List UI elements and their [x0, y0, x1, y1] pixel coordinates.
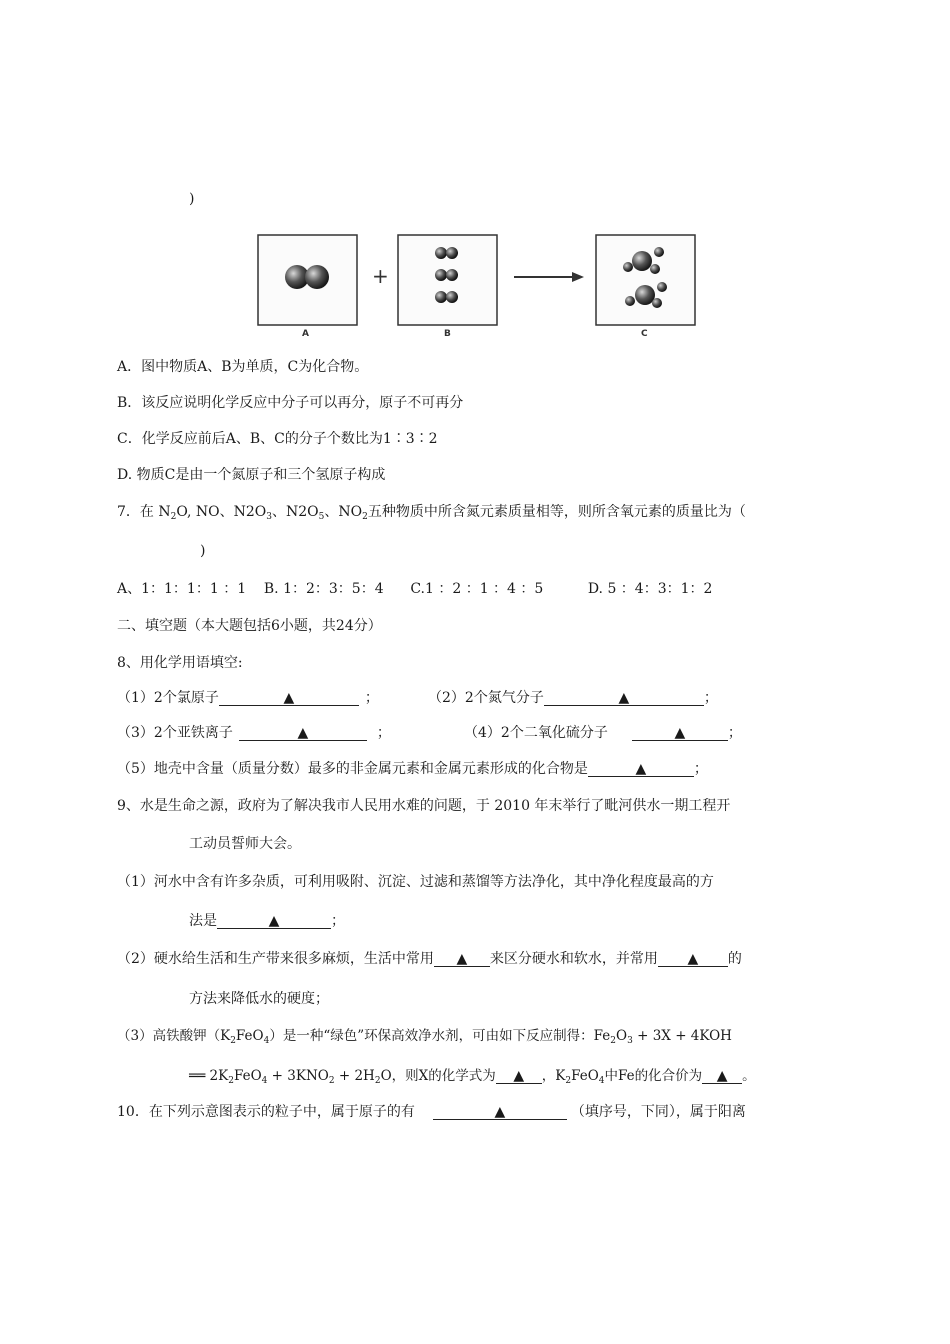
- q9-part2-line2: 方法来降低水的硬度；: [189, 991, 329, 1007]
- figure-label-c: C: [641, 329, 648, 339]
- plus-sign: +: [372, 264, 389, 288]
- q6-option-c: C．化学反应前后A、B、C的分子个数比为1∶3∶2: [117, 431, 438, 447]
- q9-part2-line1: （2）硬水给生活和生产带来很多麻烦，生活中常用 ▲ 来区分硬水和软水，并常用 ▲ 的: [117, 951, 742, 967]
- section-2-heading: 二、填空题（本大题包括6小题，共24分）: [117, 618, 382, 634]
- molecule-b3-atom2: [446, 291, 458, 303]
- q6-option-d: D. 物质C是由一个氮原子和三个氢原子构成: [117, 467, 386, 483]
- answer-blank[interactable]: ▲: [544, 689, 704, 706]
- molecule-b1-atom2: [446, 247, 458, 259]
- molecule-b2-atom1: [435, 269, 447, 281]
- reaction-diagram-svg: [252, 225, 704, 343]
- answer-blank[interactable]: ▲: [702, 1067, 742, 1084]
- answer-blank[interactable]: ▲: [433, 1103, 567, 1120]
- box-b: [398, 235, 497, 325]
- q9-stem-line1: 9、水是生命之源，政府为了解决我市人民用水难的问题，于 2010 年末举行了毗河供水一期工程开: [117, 798, 731, 814]
- q8-part5: （5）地壳中含量（质量分数）最多的非金属元素和金属元素形成的化合物是 ▲ ；: [117, 761, 708, 777]
- arrow-head: [572, 272, 584, 282]
- answer-blank[interactable]: ▲: [496, 1067, 542, 1084]
- molecule-b3-atom1: [435, 291, 447, 303]
- reaction-diagram: [252, 225, 704, 343]
- q9-part1-line1: （1）河水中含有许多杂质，可利用吸附、沉淀、过滤和蒸馏等方法净化，其中净化程度最高的方: [117, 874, 714, 890]
- molecule-b1-atom1: [435, 247, 447, 259]
- q8-part2: （2）2个氮气分子 ▲ ；: [428, 690, 718, 706]
- answer-blank[interactable]: ▲: [658, 950, 728, 967]
- question-close-paren: ): [189, 191, 195, 207]
- answer-blank[interactable]: ▲: [434, 950, 490, 967]
- q8-part4: （4）2个二氧化硫分子 ▲ ；: [464, 725, 742, 741]
- answer-blank[interactable]: ▲: [217, 912, 331, 929]
- q6-option-a: A．图中物质A、B为单质，C为化合物。: [117, 359, 369, 375]
- q7-close-paren: ): [200, 543, 206, 559]
- q9-part3-line1: （3）高铁酸钾$(K_2FeO_4)$是一种“绿色”环保高效净水剂，可由如下反应制得：$Fe_2O_3 + 3X + 4KOH$: [117, 1028, 732, 1046]
- answer-blank[interactable]: ▲: [588, 760, 694, 777]
- molecule-a-atom2: [305, 265, 329, 289]
- q9-part1-line2: 法是 ▲ ；: [189, 913, 345, 929]
- q7-options: A、1：1：1：1 ：1 B. 1：2：3：5：4 C.1 ：2 ：1 ：4 ：5 D. 5 ：4：3：1：2: [117, 581, 713, 597]
- q6-option-b: B．该反应说明化学反应中分子可以再分，原子不可再分: [117, 395, 464, 411]
- q7-stem: 7．在 $N_2O$, NO、$N2O_3$、$N2O_5$、$NO_2$五种物质中所含氮元素质量相等，则所含氧元素的质量比为（: [117, 504, 746, 522]
- q8-part1: （1）2个氯原子 ▲ ；: [117, 690, 379, 706]
- q8-stem: 8、用化学用语填空:: [117, 655, 243, 671]
- box-c: [596, 235, 695, 325]
- q9-stem-line2: 工动员誓师大会。: [189, 836, 301, 852]
- answer-blank[interactable]: ▲: [219, 689, 359, 706]
- figure-label-a: A: [302, 329, 309, 339]
- molecule-b2-atom2: [446, 269, 458, 281]
- q9-part3-line2: ══ $2K_2FeO_4 + 3KNO_2 + 2H_2O$，则X的化学式为 ▲ ，$K_2FeO_4$中Fe的化合价为 ▲ 。: [189, 1068, 756, 1086]
- figure-label-b: B: [444, 329, 451, 339]
- answer-blank[interactable]: ▲: [239, 724, 367, 741]
- answer-blank[interactable]: ▲: [632, 724, 728, 741]
- q8-part3: （3）2个亚铁离子 ▲ ；: [117, 725, 391, 741]
- q10-stem: 10．在下列示意图表示的粒子中，属于原子的有 ▲ （填序号，下同），属于阳离: [117, 1104, 746, 1120]
